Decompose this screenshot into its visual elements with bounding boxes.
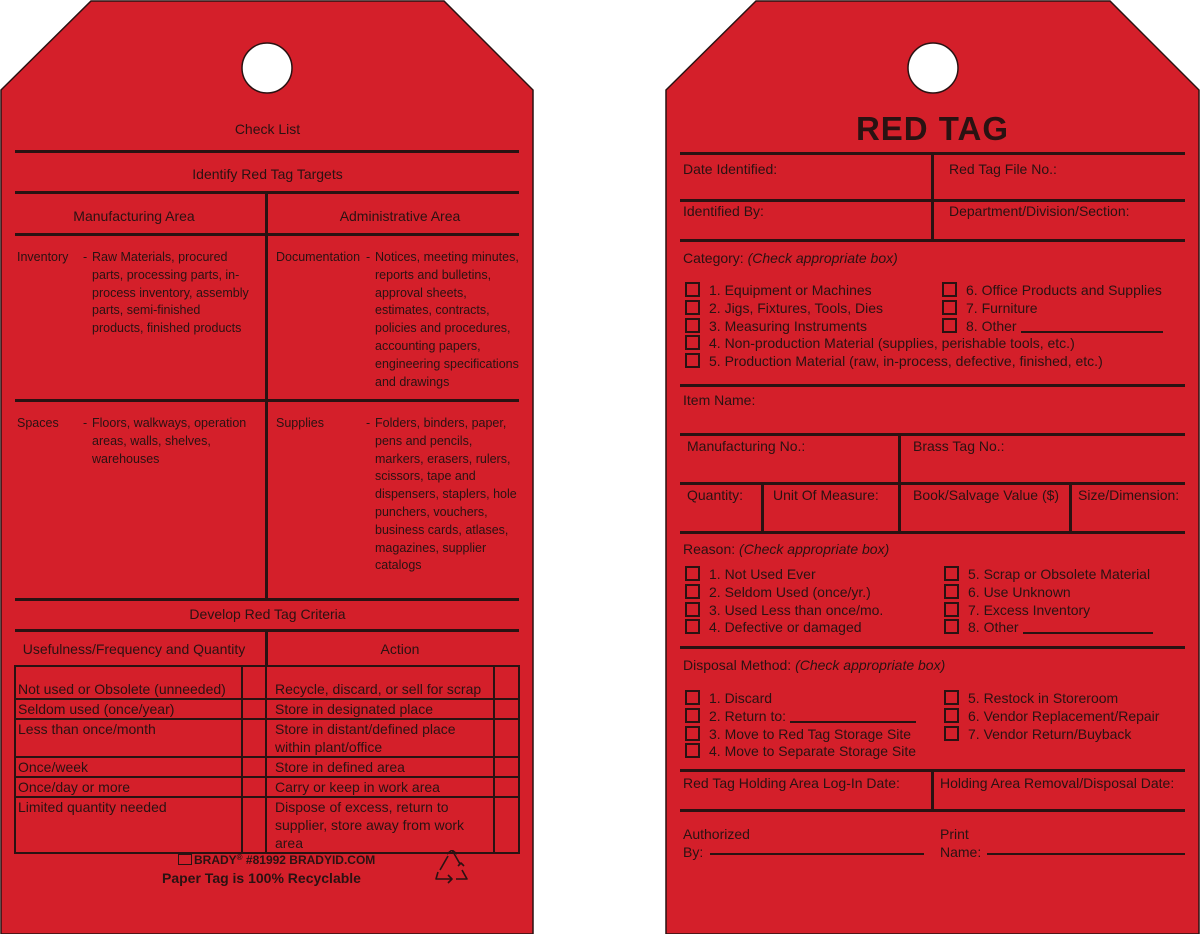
reason-label: Reason: xyxy=(683,541,736,557)
option-label: 4. Non-production Material (supplies, perishable tools, etc.) xyxy=(709,335,1075,352)
identify-title: Identify Red Tag Targets xyxy=(192,166,343,182)
action-cell: Store in designated place xyxy=(266,699,494,719)
criteria-row xyxy=(15,719,519,757)
check-hint: (Check appropriate box) xyxy=(739,541,890,557)
checkbox-option[interactable] xyxy=(942,281,1162,299)
checkbox-option[interactable] xyxy=(944,725,1131,743)
check-list-title: Check List xyxy=(234,121,301,137)
usefulness-cell: Seldom used (once/year) xyxy=(15,699,242,719)
spaces-text: Floors, walkways, operation areas, walls, shelves, warehouses xyxy=(92,416,247,466)
checkbox[interactable] xyxy=(944,619,959,634)
recyclable-note: Paper Tag is 100% Recyclable xyxy=(162,870,361,886)
criteria-row xyxy=(15,797,519,853)
option-label: 1. Discard xyxy=(709,690,773,706)
print-name-line[interactable] xyxy=(987,853,1185,855)
checkbox-option[interactable] xyxy=(685,352,1103,370)
documentation-text: Notices, meeting minutes, reports and bulletins, approval sheets, estimates, contracts, policies and procedures, accounting papers, engineering specifications and drawings xyxy=(375,250,519,389)
check-hint: (Check appropriate box) xyxy=(747,250,898,266)
checkbox-option[interactable] xyxy=(685,317,867,335)
option-label: 7. Excess Inventory xyxy=(968,601,1091,618)
criteria-row xyxy=(15,666,519,699)
option-label: 3. Move to Red Tag Storage Site xyxy=(709,725,912,742)
usefulness-cell: Limited quantity needed xyxy=(15,797,242,853)
checkbox[interactable] xyxy=(685,584,700,599)
fill-in-line[interactable] xyxy=(1023,632,1153,634)
option-label: 5. Scrap or Obsolete Material xyxy=(968,566,1151,582)
checkbox[interactable] xyxy=(944,690,959,705)
option-label: 1. Not Used Ever xyxy=(709,566,816,582)
checkbox[interactable] xyxy=(685,726,700,741)
checkbox-option[interactable] xyxy=(942,317,1163,335)
action-cell: Store in distant/defined place within plant/office xyxy=(266,719,494,757)
checkbox-option[interactable] xyxy=(685,601,883,619)
checkbox-option[interactable] xyxy=(944,618,1153,636)
file-no-label[interactable]: Red Tag File No.: xyxy=(949,161,1057,177)
checkbox[interactable] xyxy=(942,282,957,297)
manufacturing-no-label[interactable]: Manufacturing No.: xyxy=(687,438,806,454)
book-value-label[interactable]: Book/Salvage Value ($) xyxy=(913,487,1060,503)
department-label[interactable]: Department/Division/Section: xyxy=(949,203,1130,219)
option-label: 7. Vendor Return/Buyback xyxy=(968,725,1132,742)
option-label: 2. Jigs, Fixtures, Tools, Dies xyxy=(709,299,884,316)
check-cell[interactable] xyxy=(494,757,519,777)
divider xyxy=(680,482,1185,485)
option-label: 8. Other xyxy=(968,619,1019,636)
column-divider xyxy=(931,769,934,811)
check-cell[interactable] xyxy=(494,797,519,853)
checkbox[interactable] xyxy=(685,619,700,634)
checkbox-option[interactable] xyxy=(942,299,1038,317)
option-label: 7. Furniture xyxy=(966,299,1038,316)
identified-by-label[interactable]: Identified By: xyxy=(683,203,764,219)
quantity-label[interactable]: Quantity: xyxy=(687,487,744,503)
brady-logo-icon xyxy=(178,854,192,865)
check-cell[interactable] xyxy=(242,777,266,797)
column-divider xyxy=(761,482,764,533)
authorized-by-line[interactable] xyxy=(710,853,924,855)
option-label: 4. Defective or damaged xyxy=(709,619,862,636)
red-tag xyxy=(665,0,1200,934)
option-label: 6. Use Unknown xyxy=(968,583,1071,600)
divider xyxy=(680,646,1185,649)
checkbox-option[interactable] xyxy=(685,742,916,760)
option-label: 2. Return to: xyxy=(709,707,787,724)
checkbox[interactable] xyxy=(944,602,959,617)
checkbox-option[interactable] xyxy=(944,689,1118,707)
column-divider xyxy=(265,191,268,599)
option-label: 6. Office Products and Supplies xyxy=(966,282,1162,298)
date-identified-label[interactable]: Date Identified: xyxy=(683,161,778,177)
item-name-label[interactable]: Item Name: xyxy=(683,392,756,408)
checkbox[interactable] xyxy=(942,300,957,315)
checkbox-option[interactable] xyxy=(944,707,1159,725)
print-label: Print xyxy=(940,826,969,842)
divider xyxy=(680,531,1185,534)
checkbox-option[interactable] xyxy=(944,565,1150,583)
check-cell[interactable] xyxy=(494,666,519,699)
checkbox[interactable] xyxy=(942,318,957,333)
column-divider xyxy=(931,152,934,241)
login-date-label[interactable]: Red Tag Holding Area Log-In Date: xyxy=(683,775,900,791)
checkbox[interactable] xyxy=(685,708,700,723)
option-label: 2. Seldom Used (once/yr.) xyxy=(709,583,871,600)
checkbox-option[interactable] xyxy=(685,281,872,299)
product-code: #81992 BRADYID.COM xyxy=(245,853,376,867)
divider xyxy=(15,399,519,402)
criteria-row xyxy=(15,777,519,797)
check-cell[interactable] xyxy=(242,699,266,719)
checkbox-option[interactable] xyxy=(685,299,883,317)
checkbox-option[interactable] xyxy=(685,565,816,583)
recycle-icon xyxy=(434,850,470,884)
checkbox[interactable] xyxy=(685,690,700,705)
by-label: By: xyxy=(683,844,704,860)
checkbox-option[interactable] xyxy=(944,583,1071,601)
disposal-label: Disposal Method: xyxy=(683,657,792,673)
criteria-row xyxy=(15,699,519,719)
criteria-row xyxy=(15,757,519,777)
checkbox[interactable] xyxy=(944,566,959,581)
check-cell[interactable] xyxy=(494,777,519,797)
disposal-heading xyxy=(683,656,945,674)
checkbox[interactable] xyxy=(944,726,959,741)
usefulness-cell: Once/week xyxy=(15,757,242,777)
checkbox-option[interactable] xyxy=(685,334,1075,352)
col-administrative: Administrative Area xyxy=(339,208,461,224)
size-label[interactable]: Size/Dimension: xyxy=(1078,487,1180,503)
checkbox-option[interactable] xyxy=(944,601,1090,619)
option-label: 8. Other xyxy=(966,317,1017,334)
action-cell: Store in defined area xyxy=(266,757,494,777)
check-cell[interactable] xyxy=(242,719,266,757)
checkbox[interactable] xyxy=(685,300,700,315)
red-tag-title: RED TAG xyxy=(855,110,1010,147)
reason-heading xyxy=(683,540,889,558)
check-cell[interactable] xyxy=(494,699,519,719)
divider xyxy=(680,809,1185,812)
checkbox[interactable] xyxy=(685,353,700,368)
option-label: 1. Equipment or Machines xyxy=(709,282,872,298)
option-label: 3. Measuring Instruments xyxy=(709,317,867,334)
removal-date-label[interactable]: Holding Area Removal/Disposal Date: xyxy=(940,775,1175,791)
column-divider xyxy=(1069,482,1072,533)
tag-hole xyxy=(242,43,292,93)
unit-label[interactable]: Unit Of Measure: xyxy=(773,487,879,503)
checkbox[interactable] xyxy=(944,708,959,723)
col-action: Action xyxy=(380,641,420,657)
usefulness-cell: Once/day or more xyxy=(15,777,242,797)
checkbox-option[interactable] xyxy=(685,725,911,743)
checkbox[interactable] xyxy=(685,282,700,297)
row-label-documentation: Documentation xyxy=(276,250,361,264)
action-cell: Dispose of excess, return to supplier, store away from work area xyxy=(266,797,494,853)
criteria-table xyxy=(14,665,520,854)
dash: - xyxy=(83,250,88,264)
name-label: Name: xyxy=(940,844,982,860)
dash: - xyxy=(366,250,371,264)
option-label: 3. Used Less than once/mo. xyxy=(709,601,884,618)
category-heading xyxy=(683,249,898,267)
checkbox[interactable] xyxy=(685,602,700,617)
checkbox[interactable] xyxy=(685,318,700,333)
row-label-spaces: Spaces xyxy=(17,416,59,430)
supplies-text: Folders, binders, paper, pens and pencils, markers, erasers, rulers, scissors, tape and dispensers, staplers, hole punchers, vouchers, business cards, atlases, magazines, supplier catalogs xyxy=(375,416,517,573)
checkbox[interactable] xyxy=(685,566,700,581)
checkbox-option[interactable] xyxy=(685,689,772,707)
check-cell[interactable] xyxy=(242,757,266,777)
action-cell: Recycle, discard, or sell for scrap xyxy=(266,666,494,699)
check-hint: (Check appropriate box) xyxy=(795,657,946,673)
divider xyxy=(680,239,1185,242)
criteria-title: Develop Red Tag Criteria xyxy=(189,606,346,622)
divider xyxy=(680,384,1185,387)
row-label-inventory: Inventory xyxy=(17,250,69,264)
check-cell[interactable] xyxy=(242,797,266,853)
checkbox-option[interactable] xyxy=(685,618,862,636)
inventory-text: Raw Materials, procured parts, processing parts, in-process inventory, assembly parts, semi-finished products, finished products xyxy=(92,250,249,336)
option-label: 4. Move to Separate Storage Site xyxy=(709,743,917,760)
brady-footer: BRADY® #81992 BRADYID.COM xyxy=(178,853,375,867)
check-cell[interactable] xyxy=(494,719,519,757)
option-label: 6. Vendor Replacement/Repair xyxy=(968,707,1160,724)
usefulness-cell: Not used or Obsolete (unneeded) xyxy=(15,666,242,699)
option-label: 5. Restock in Storeroom xyxy=(968,690,1119,706)
fill-in-line[interactable] xyxy=(1021,331,1163,333)
divider xyxy=(15,598,519,601)
checkbox[interactable] xyxy=(944,584,959,599)
checkbox-option[interactable] xyxy=(685,583,871,601)
check-list-tag xyxy=(0,0,535,934)
checkbox[interactable] xyxy=(685,335,700,350)
authorized-label: Authorized xyxy=(683,826,750,842)
divider xyxy=(680,433,1185,436)
checkbox[interactable] xyxy=(685,743,700,758)
check-cell[interactable] xyxy=(242,666,266,699)
category-label: Category: xyxy=(683,250,744,266)
option-label: 5. Production Material (raw, in-process, defective, finished, etc.) xyxy=(709,353,1103,370)
brass-tag-label[interactable]: Brass Tag No.: xyxy=(913,438,1005,454)
divider xyxy=(15,150,519,153)
dash: - xyxy=(83,416,88,430)
action-cell: Carry or keep in work area xyxy=(266,777,494,797)
col-manufacturing: Manufacturing Area xyxy=(73,208,195,224)
brand-name: BRADY xyxy=(194,853,237,867)
dash: - xyxy=(366,416,371,430)
row-label-supplies: Supplies xyxy=(276,416,324,430)
col-usefulness: Usefulness/Frequency and Quantity xyxy=(22,641,246,657)
fill-in-line[interactable] xyxy=(790,721,916,723)
checkbox-option[interactable] xyxy=(685,707,916,725)
tag-hole xyxy=(908,43,958,93)
usefulness-cell: Less than once/month xyxy=(15,719,242,757)
